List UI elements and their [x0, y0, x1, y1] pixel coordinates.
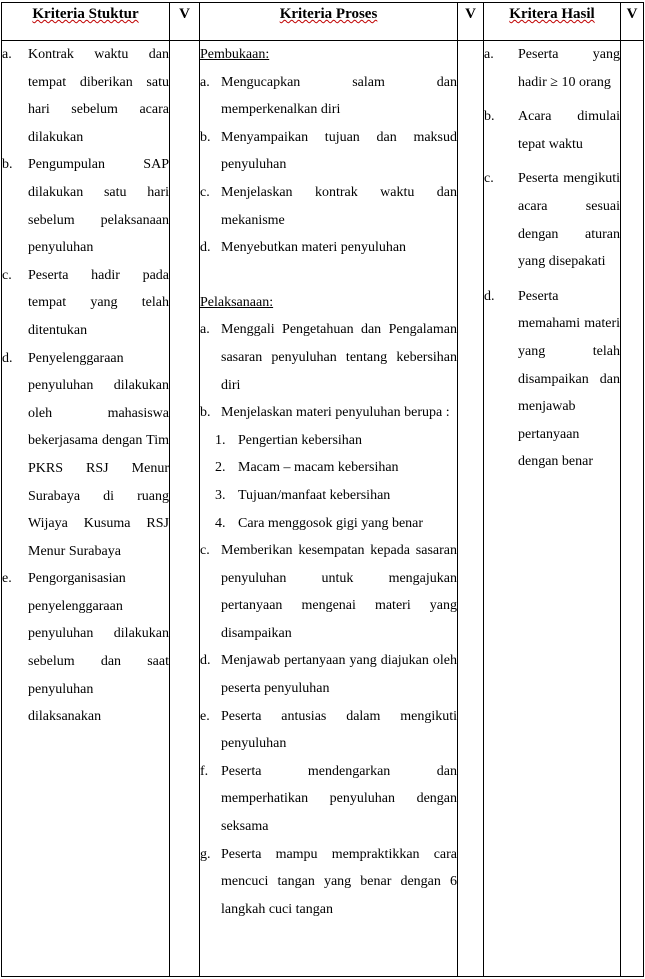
opening-item-text: Menjelaskan kontrak waktu dan mekanisme: [221, 184, 457, 228]
material-item: [215, 482, 457, 510]
material-item: [215, 454, 457, 482]
material-item-text: Pengertian kebersihan: [238, 432, 363, 448]
result-item-text: Peserta memahami materi yang telah disampaikan dan menjawab pertanyaan dengan benar: [518, 288, 620, 470]
header-row: [2, 3, 644, 41]
opening-item-label: c.: [200, 184, 210, 200]
material-item-label: 3.: [215, 487, 226, 503]
header-process: Kriteria Proses: [200, 3, 458, 41]
structure-item-label: e.: [2, 571, 12, 587]
execution-item: [200, 758, 457, 841]
header-check-process: V: [458, 3, 484, 41]
opening-item-text: Mengucapkan salam dan memperkenalkan diri: [221, 74, 457, 118]
execution-title: Pelaksanaan:: [200, 294, 274, 310]
structure-item-label: a.: [2, 47, 12, 62]
execution-item: [200, 537, 457, 647]
opening-list: [200, 69, 457, 262]
execution-item: [200, 703, 457, 758]
structure-item-text: Penyelenggaraan penyuluhan dilakukan oleh mahasiswa bekerjasama dengan Tim PKRS RSJ Menur Surabaya di ruang Wijaya Kusuma RSJ Menur Surabaya: [28, 350, 169, 559]
execution-item-text: Menjelaskan materi penyuluhan berupa :: [221, 405, 450, 421]
structure-item-label: c.: [2, 267, 12, 283]
opening-item: [200, 124, 457, 179]
opening-item-text: Menyampaikan tujuan dan maksud penyuluhan: [221, 129, 457, 173]
content-row: [2, 41, 644, 977]
execution-item-label: a.: [200, 322, 210, 338]
material-item-text: Cara menggosok gigi yang benar: [238, 515, 424, 531]
header-structure: Kriteria Stuktur: [2, 3, 170, 41]
execution-item-text: Peserta antusias dalam mengikuti penyuluhan: [221, 708, 457, 752]
result-item: [484, 41, 620, 96]
result-item-text: Peserta mengikuti acara sesuai dengan aturan yang disepakati: [518, 171, 620, 270]
execution-item-label: f.: [200, 763, 209, 779]
material-item-text: Macam – macam kebersihan: [238, 460, 399, 476]
structure-item: [2, 151, 169, 261]
result-item: [484, 165, 620, 275]
material-item-text: Tujuan/manfaat kebersihan: [238, 487, 391, 503]
material-item-label: 1.: [215, 432, 226, 448]
material-item: [215, 427, 457, 455]
execution-list-2: [200, 537, 457, 923]
execution-item-label: d.: [200, 653, 211, 669]
structure-item: [2, 262, 169, 345]
structure-item-text: Kontrak waktu dan tempat diberikan satu hari sebelum acara dilakukan: [28, 47, 169, 145]
material-item: [215, 510, 457, 538]
result-item: [484, 103, 620, 158]
opening-item: [200, 179, 457, 234]
criteria-table: [1, 2, 644, 977]
result-item-label: c.: [484, 171, 494, 187]
structure-item-text: Pengorganisasian penyelenggaraan penyuluhan dilakukan sebelum dan saat penyuluhan dilaksanakan: [28, 571, 169, 725]
opening-item: [200, 69, 457, 124]
result-item-label: b.: [484, 109, 495, 125]
opening-item-label: b.: [200, 129, 211, 145]
result-list: [484, 41, 620, 476]
execution-item: [200, 399, 457, 427]
structure-item: [2, 345, 169, 566]
material-sub-list: [200, 427, 457, 537]
structure-cell: [2, 41, 170, 977]
structure-item-text: Peserta hadir pada tempat yang telah ditentukan: [28, 267, 169, 338]
opening-item-label: d.: [200, 240, 211, 256]
execution-item-label: b.: [200, 405, 211, 421]
header-check-result: V: [621, 3, 644, 41]
result-item-text: Acara dimulai tepat waktu: [518, 109, 620, 152]
execution-item-label: c.: [200, 543, 210, 559]
execution-item-text: Memberikan kesempatan kepada sasaran penyuluhan untuk mengajukan pertanyaan mengenai materi yang disampaikan: [221, 543, 457, 641]
structure-item-text: Pengumpulan SAP dilakukan satu hari sebelum pelaksanaan penyuluhan: [28, 157, 169, 256]
opening-item-label: a.: [200, 74, 210, 90]
process-cell: [200, 41, 458, 977]
execution-item: [200, 647, 457, 702]
header-check-structure: V: [170, 3, 200, 41]
execution-item-text: Peserta mendengarkan dan memperhatikan penyuluhan dengan seksama: [221, 763, 457, 835]
execution-item-text: Menggali Pengetahuan dan Pengalaman sasaran penyuluhan tentang kebersihan diri: [221, 322, 457, 393]
material-item-label: 4.: [215, 515, 226, 531]
structure-item-label: d.: [2, 350, 13, 366]
execution-item: [200, 841, 457, 924]
execution-item: [200, 316, 457, 399]
execution-item-label: e.: [200, 708, 210, 724]
opening-item-text: Menyebutkan materi penyuluhan: [221, 240, 407, 256]
structure-list: [2, 41, 169, 731]
result-item: [484, 283, 620, 476]
structure-item-label: b.: [2, 157, 13, 173]
opening-title: Pembukaan:: [200, 47, 270, 62]
material-item-label: 2.: [215, 460, 226, 476]
result-item-label: a.: [484, 47, 494, 62]
structure-check-cell: [170, 41, 200, 977]
process-check-cell: [458, 41, 484, 977]
execution-item-label: g.: [200, 846, 211, 862]
result-item-label: d.: [484, 288, 495, 304]
result-cell: [484, 41, 621, 977]
header-result: Kritera Hasil: [484, 3, 621, 41]
execution-item-text: Peserta mampu mempraktikkan cara mencuci tangan yang benar dengan 6 langkah cuci tangan: [221, 846, 457, 917]
opening-item: [200, 234, 457, 262]
structure-item: [2, 565, 169, 731]
execution-item-text: Menjawab pertanyaan yang diajukan oleh peserta penyuluhan: [221, 653, 457, 697]
structure-item: [2, 41, 169, 151]
result-item-text: Peserta yang hadir ≥ 10 orang: [518, 47, 620, 90]
result-check-cell: [621, 41, 644, 977]
execution-list: [200, 316, 457, 426]
